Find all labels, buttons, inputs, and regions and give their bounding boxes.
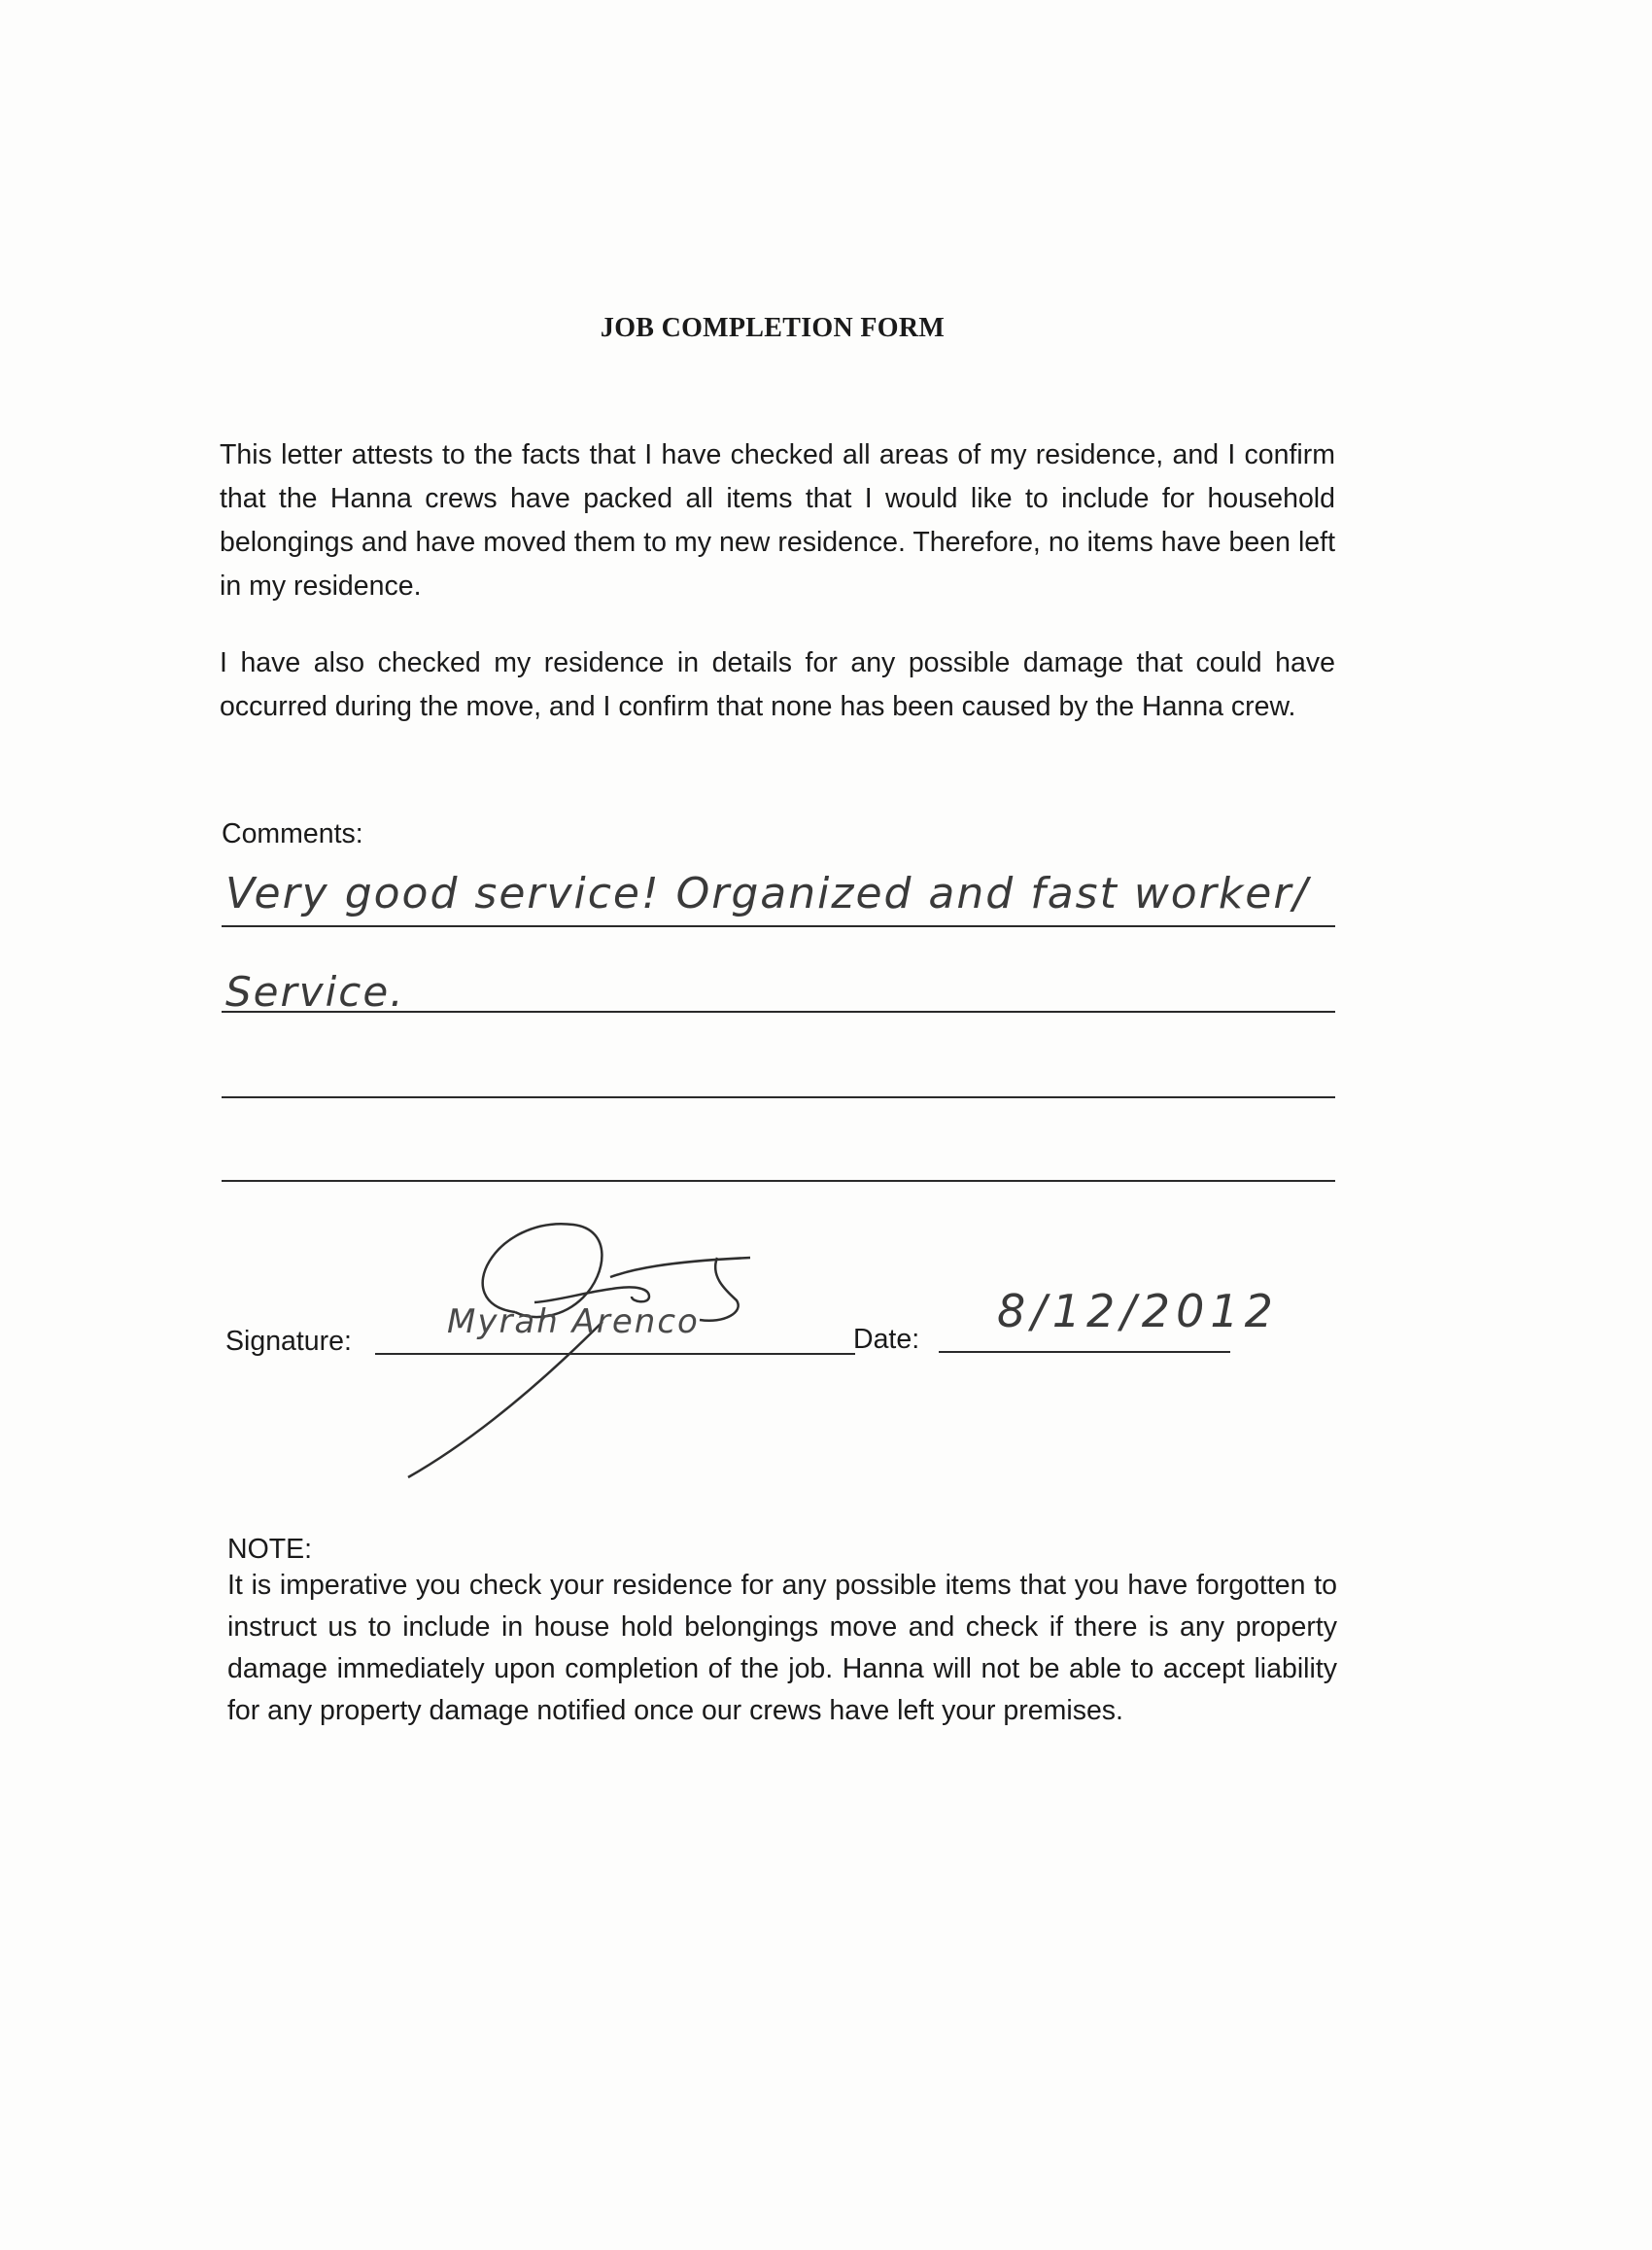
date-label: Date:: [853, 1324, 920, 1355]
form-title: JOB COMPLETION FORM: [600, 313, 946, 343]
comment-line-rule: [222, 1011, 1335, 1013]
handwritten-date: 8/12/2012: [997, 1285, 1279, 1337]
attestation-paragraph: This letter attests to the facts that I have checked all areas of my residence, and I confirm that the Hanna crews have packed all items that I would like to include for household belongings and have moved them to my new residence. Therefore, no items have been left in my residence.: [220, 439, 1335, 602]
signature-label: Signature:: [225, 1326, 352, 1357]
comment-line-rule: [222, 1096, 1335, 1098]
handwritten-comment-line-1: Very good service! Organized and fast worker/: [225, 869, 1310, 918]
note-label: NOTE:: [227, 1534, 313, 1565]
damage-check-paragraph: I have also checked my residence in details for any possible damage that could have occurred during the move, and I confirm that none has been caused by the Hanna crew.: [220, 647, 1335, 722]
note-text: It is imperative you check your residence for any possible items that you have forgotten to instruct us to include in house hold belongings move and check if there is any property damage immediately upon completion of the job. Hanna will not be able to accept liability for any property damage notified once our crews have left your premises.: [227, 1570, 1337, 1726]
date-line: [939, 1351, 1230, 1353]
comments-label: Comments:: [222, 818, 363, 849]
handwritten-signature-name: Myrah Arenco: [447, 1302, 700, 1341]
handwritten-comment-line-2: Service.: [225, 968, 405, 1016]
comment-line-rule: [222, 1180, 1335, 1182]
comment-line-rule: [222, 925, 1335, 927]
signature-scribble: [389, 1195, 797, 1487]
